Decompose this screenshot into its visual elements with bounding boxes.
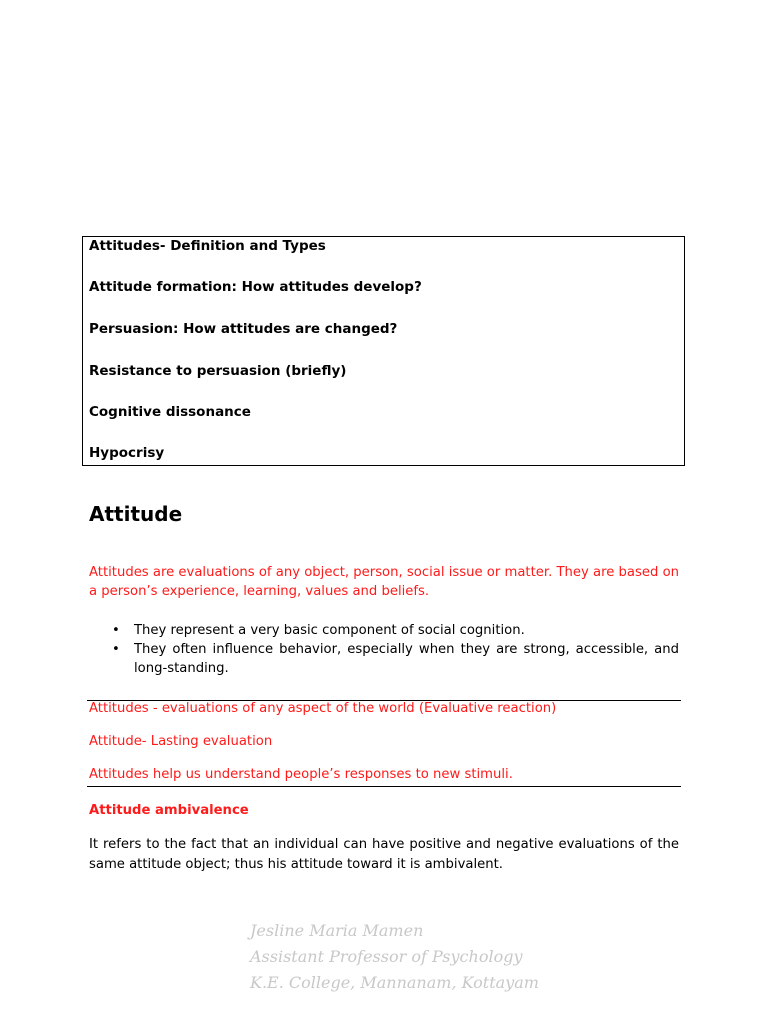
bullet-glyph: •: [112, 623, 120, 638]
topic-hypocrisy: Hypocrisy: [89, 445, 165, 461]
ambivalence-text: It refers to the fact that an individual can have positive and negative evaluations of the same attitude object; thus his attitude toward it is ambivalent.: [89, 837, 679, 872]
list-item: [89, 621, 679, 640]
author-name: Jesline Maria Mamen: [250, 921, 424, 940]
attitude-bullet-list: [89, 621, 679, 678]
attitude-definition: Attitudes are evaluations of any object, person, social issue or matter. They are based on a person’s experience, learning, values and beliefs.: [89, 565, 679, 599]
divider-bottom: [87, 786, 681, 787]
list-item: [89, 640, 679, 678]
topic-cognitive-dissonance: Cognitive dissonance: [89, 404, 251, 420]
note-evaluative-reaction: Attitudes - evaluations of any aspect of the world (Evaluative reaction): [89, 701, 557, 716]
note-lasting-evaluation: Attitude- Lasting evaluation: [89, 734, 273, 749]
author-signature: [250, 918, 539, 996]
list-item-text: They represent a very basic component of social cognition.: [134, 623, 525, 638]
topic-resistance-to-persuasion: Resistance to persuasion (briefly): [89, 363, 347, 379]
ambivalence-heading: Attitude ambivalence: [89, 803, 249, 818]
topic-definition-and-types: Attitudes- Definition and Types: [89, 238, 326, 254]
bullet-glyph: •: [112, 642, 120, 657]
topic-attitude-formation: Attitude formation: How attitudes develop?: [89, 279, 422, 295]
author-title: Assistant Professor of Psychology: [250, 947, 523, 966]
topic-persuasion: Persuasion: How attitudes are changed?: [89, 321, 398, 337]
list-item-text: They often influence behavior, especially when they are strong, accessible, and long-standing.: [134, 642, 679, 676]
note-responses-to-stimuli: Attitudes help us understand people’s responses to new stimuli.: [89, 767, 513, 782]
section-heading: Attitude: [89, 502, 183, 526]
author-institution: K.E. College, Mannanam, Kottayam: [250, 973, 539, 992]
topics-box: [82, 236, 685, 466]
